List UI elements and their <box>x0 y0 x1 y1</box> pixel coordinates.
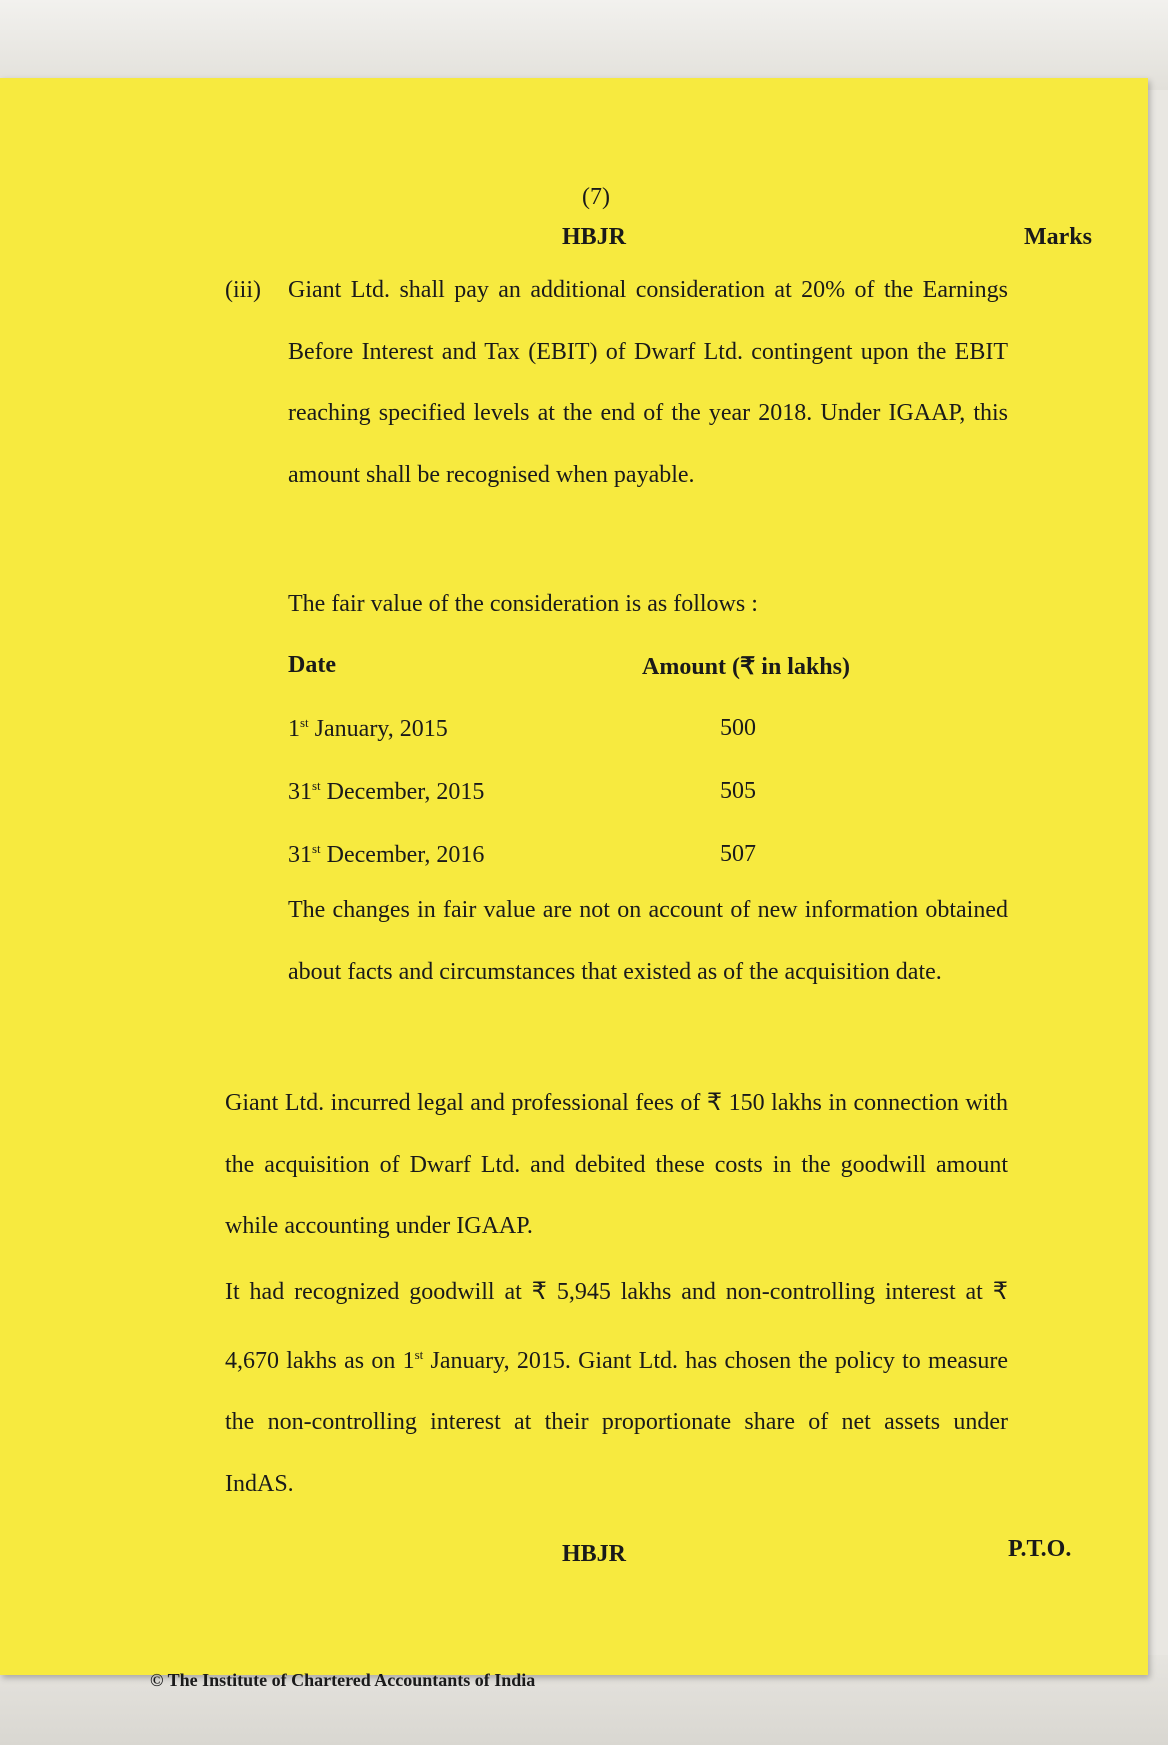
fair-value-table <box>288 652 988 904</box>
row-date: 31st December, 2015 <box>288 778 485 805</box>
table-intro: The fair value of the consideration is as follows : <box>288 591 758 617</box>
paragraph-goodwill: It had recognized goodwill at ₹ 5,945 lakhs and non-controlling interest at ₹ 4,670 lakhs as on 1st January, 2015. Giant Ltd. has chosen the policy to measure the non-controlling interest at their proportionate share of net assets under IndAS. <box>225 1279 1009 1497</box>
row-amount: 500 <box>720 715 756 741</box>
row-amount: 505 <box>720 778 756 804</box>
row-date: 31st December, 2016 <box>288 841 485 868</box>
paragraph-legal-fees: Giant Ltd. incurred legal and professional fees of ₹ 150 lakhs in connection with the acquisition of Dwarf Ltd. and debited these costs in the goodwill amount while accounting under IGAAP. <box>225 1090 1008 1239</box>
paper-code-footer: HBJR <box>562 1541 627 1567</box>
page-number: (7) <box>582 184 610 210</box>
marks-column-label: Marks <box>1024 224 1092 250</box>
copyright-footer: © The Institute of Chartered Accountants of India <box>150 1670 536 1690</box>
row-date: 1st January, 2015 <box>288 715 448 742</box>
table-row <box>288 778 988 841</box>
row-amount: 507 <box>720 841 756 867</box>
paper-code-header: HBJR <box>562 224 627 250</box>
header-amount: Amount (₹ in lakhs) <box>642 654 850 680</box>
fair-value-note: The changes in fair value are not on account of new information obtained about facts and circumstances that existed as of the acquisition date. <box>288 897 1008 985</box>
table-row <box>288 715 988 778</box>
header-date: Date <box>288 652 336 678</box>
item-text: Giant Ltd. shall pay an additional consideration at 20% of the Earnings Before Interest and Tax (EBIT) of Dwarf Ltd. contingent upon the EBIT reaching specified levels at the end of the year 2018. Under IGAAP, this amount shall be recognised when payable. <box>288 277 1008 488</box>
table-header-row <box>288 652 988 715</box>
item-number: (iii) <box>225 277 261 303</box>
please-turn-over: P.T.O. <box>1008 1536 1072 1562</box>
scan-top-margin <box>0 0 1168 90</box>
